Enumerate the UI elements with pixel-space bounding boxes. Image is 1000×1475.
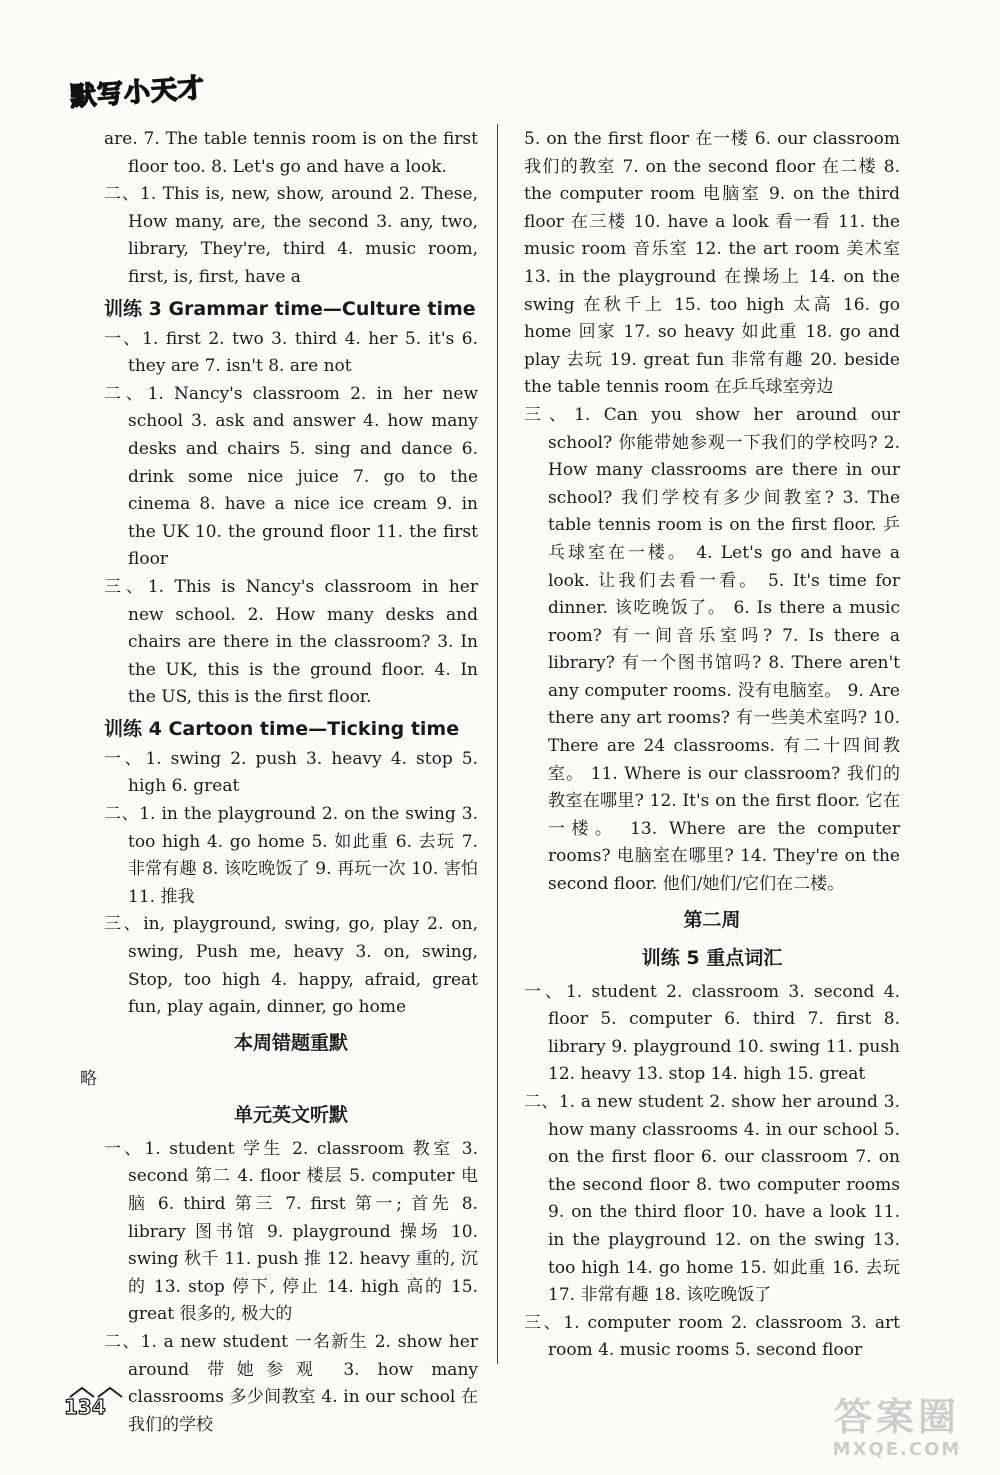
answer-item: 三、1. Can you show her around our school? 你能带她参观一下我们的学校吗? 2. How many classrooms are there in our school? 我们学校有多少间教室? 3. The table tennis room is on the first floor. 乒乓球室在一楼。 4. Let's go and have a look. 让我们去看一看。 5. It's time for dinner. 该吃晚饭了。 6. Is there a music room? 有一间音乐室吗? 7. Is there a library? 有一个图书馆吗? 8. There aren't any computer rooms. 没有电脑室。 9. Are there any art rooms? 有一些美术室吗? 10. There are 24 classrooms. 有二十四间教室。 11. Where is our classroom? 我们的教室在哪里? 12. It's on the first floor. 它在一楼。 13. Where are the computer rooms? 电脑室在哪里? 14. They're on the second floor. 他们/她们/它们在二楼。 <box>524 404 900 895</box>
watermark-title: 答案圈 <box>833 1395 960 1439</box>
answer-item: 5. on the first floor 在一楼 6. our classroom 我们的教室 7. on the second floor 在二楼 8. the computer room 电脑室 9. on the third floor 在三楼 10. have a look 看一看 11. the music room 音乐室 12. the art room 美术室 13. in the playground 在操场上 14. on the swing 在秋千上 15. too high 太高 16. go home 回家 17. so heavy 如此重 18. go and play 去玩 19. great fun 非常有趣 20. beside the table tennis room 在乒乓球室旁边 <box>524 129 900 398</box>
right-column <box>524 126 900 1365</box>
section-title: 训练 3 Grammar time—Culture time <box>104 297 476 320</box>
page-number-badge <box>60 1385 130 1421</box>
answer-item: 一、1. student 学生 2. classroom 教室 3. second 第二 4. floor 楼层 5. computer 电脑 6. third 第三 7. first 第一; 首先 8. library 图书馆 9. playground 操场 10. swing 秋千 11. push 推 12. heavy 重的, 沉的 13. stop 停下, 停止 14. high 高的 15. great 很多的, 极大的 <box>104 1138 478 1325</box>
answer-item: 二、1. a new student 一名新生 2. show her around 带她参观 3. how many classrooms 多少间教室 4. in our school 在我们的学校 <box>104 1331 478 1435</box>
section-heading: 本周错题重默 <box>233 1031 348 1054</box>
section-heading: 训练 5 重点词汇 <box>641 946 783 969</box>
book-logo: 默写小天才 <box>69 73 206 113</box>
watermark-url: MXQE.COM <box>832 1439 962 1460</box>
answer-item: 三、1. computer room 2. classroom 3. art room 4. music rooms 5. second floor <box>524 1312 900 1361</box>
watermark <box>812 1395 982 1467</box>
omitted-note: 略 <box>80 1068 97 1089</box>
answer-item: 一、1. student 2. classroom 3. second 4. floor 5. computer 6. third 7. first 8. library 9. playground 10. swing 11. push 12. heavy 13. stop 14. high 15. great <box>524 981 900 1085</box>
answer-item: 二、1. in the playground 2. on the swing 3. too high 4. go home 5. 如此重 6. 去玩 7. 非常有趣 8. 该吃晚饭了 9. 再玩一次 10. 害怕 11. 推我 <box>104 804 478 907</box>
answer-item: 三、in, playground, swing, go, play 2. on, swing, Push me, heavy 3. on, swing, Stop, too high 4. happy, afraid, great fun, play again, dinner, go home <box>104 914 478 1018</box>
answer-item: 二、1. a new student 2. show her around 3. how many classrooms 4. in our school 5. on the first floor 6. our classroom 7. on the second floor 8. two computer rooms 9. on the third floor 10. have a look 11. in the playground 12. on the swing 13. too high 14. go home 15. 如此重 16. 去玩 17. 非常有趣 18. 该吃晚饭了 <box>524 1092 900 1306</box>
section-title: 训练 4 Cartoon time—Ticking time <box>104 717 460 740</box>
answer-item: 二、1. This is, new, show, around 2. These, How many, are, the second 3. any, two, library, They're, third 4. music room, first, is, first, have a <box>104 184 478 287</box>
answer-item: 二、1. Nancy's classroom 2. in her new school 3. ask and answer 4. how many desks and chairs 5. sing and dance 6. drink some nice juice 7. go to the cinema 8. have a nice ice cream 9. in the UK 10. the ground floor 11. the first floor <box>104 383 478 570</box>
page-number: 134 <box>64 1395 106 1419</box>
section-heading: 第二周 <box>683 908 741 931</box>
column-divider <box>497 124 498 1364</box>
section-heading: 单元英文听默 <box>233 1103 348 1126</box>
answer-item: 一、1. swing 2. push 3. heavy 4. stop 5. high 6. great <box>104 748 478 797</box>
answer-item: 三、1. This is Nancy's classroom in her new school. 2. How many desks and chairs are there in the classroom? 3. In the UK, this is the ground floor. 4. In the US, this is the first floor. <box>104 576 478 708</box>
answer-item: are. 7. The table tennis room is on the first floor too. 8. Let's go and have a look. <box>104 129 478 177</box>
answer-item: 一、1. first 2. two 3. third 4. her 5. it's 6. they are 7. isn't 8. are not <box>104 328 478 377</box>
